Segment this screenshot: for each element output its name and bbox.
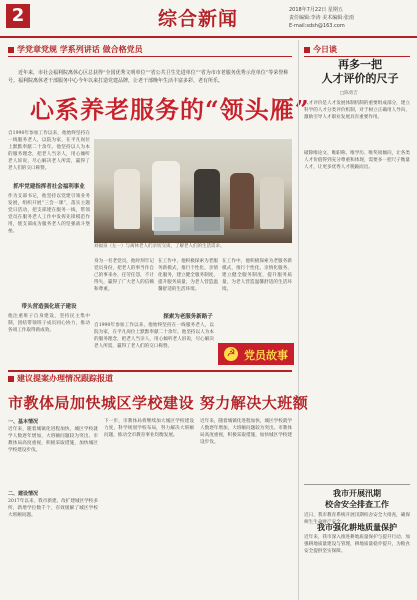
bottom-subhead: 一、基本情况 xyxy=(8,419,39,425)
commentary-title: 再多一把 人才评价的尺子 xyxy=(321,58,399,85)
divider xyxy=(8,370,292,372)
col1-subhead2: 带头营造强化班子建设 xyxy=(21,304,77,310)
square-icon xyxy=(8,47,14,53)
news-body-flood-check: 近日，我市教育系统开展汛期校舍安全大排查，确保师生生命财产安全。 xyxy=(304,513,410,525)
col1-text3: 他注重班子自身建设，坚持民主集中制，团结带领班子成员同心协力，推动各项工作取得新成效。 xyxy=(8,314,90,333)
col2-text: 身为一名老党员，他时刻牢记党员身份，把老人的事当作自己的事来办，任劳任怨，不计得失，赢得了广大老人的信赖和尊重。 xyxy=(94,259,154,292)
square-icon xyxy=(8,376,14,382)
col2b-text: 在工作中，他积极探索为老服务新模式，推行个性化、亲情化服务，建立健全服务制度，提升服务质量，为老人营造温馨舒适的生活环境。 xyxy=(158,259,218,292)
right-column-head xyxy=(304,44,337,55)
bottom-text2: 2017年以来，我市新建、改扩建城区学校多所，新增学位数千个，有效缓解了城区学校大班额问题。 xyxy=(8,499,98,518)
col2-subhead: 探索为老服务新路子 xyxy=(163,314,213,320)
right-column-head-label: 今日谈 xyxy=(313,45,337,54)
bottom-column-head xyxy=(8,373,113,384)
divider xyxy=(304,484,410,485)
bottom-subhead2: 二、建设情况 xyxy=(8,491,39,497)
column-head-label: 学党章党规 学系列讲话 做合格党员 xyxy=(17,45,143,54)
person-figure xyxy=(260,177,284,229)
col2c-text: 自1990年参加工作以来，他始终坚持在一线服务老人，以院为家，在平凡岗位上默默奉献二十余年。他坚持以人为本的服务理念，把老人当亲人，用心倾听老人诉说，尽心解决老人所需，赢得了老人们的交口称赞。 xyxy=(94,323,214,349)
photo-caption: 刘福泉（左一）与离休老人们亲切交谈，了解老人们的生活需求。 xyxy=(94,244,225,249)
lead-paragraph: 近年来，市社会福利院离休心区总获得“全国优秀文明单位”“省公共卫生先进单位”“省为市市老服务优秀示范单位”等荣誉称号。福利院离休老干部服务中心今年以来打造党建品牌，让老干部晚年生活丰富多彩、老有所乐。 xyxy=(8,70,289,84)
bottom-text3: 下一步，市教体局将继续加大城区学校建设力度，科学规划学校布局，努力解决大班额问题，推动全市教育事业均衡发展。 xyxy=(104,419,194,438)
page-number: 2 xyxy=(6,4,30,28)
masthead xyxy=(0,0,417,38)
pub-date: 2018年7月22日 星期五 xyxy=(289,7,343,13)
square-icon xyxy=(304,47,310,53)
pub-editors: 责任编辑:李涛 美术编辑:张雨 xyxy=(289,15,354,21)
news-body-farmland: 近年来，我市深入推进耕地质量保护与提升行动，加强耕地质量建设与管理，耕地质量稳步提升，为粮食安全提供坚实保障。 xyxy=(304,535,410,554)
column-head xyxy=(8,44,143,55)
table xyxy=(154,217,224,235)
bottom-column-head-label: 建议提案办理情况跟踪报道 xyxy=(17,374,113,383)
commentary-body2: 破除唯论文、唯职称、唯学历、唯奖项倾向，让各类人才价值得到充分尊重和体现，需要多一把尺子衡量人才，让更多优秀人才脱颖而出。 xyxy=(304,151,410,170)
party-story-banner xyxy=(218,343,294,365)
section-title: 综合新闻 xyxy=(158,8,239,30)
pub-email: E-mail:sdsh@163.com xyxy=(289,23,345,29)
person-figure xyxy=(230,173,254,229)
story-banner-label: 党员故事 xyxy=(244,349,288,362)
col1-text2: 作为支部书记，他坚持以党建引领业务发展，组织开展“三会一课”，落实主题党日活动，把支部建在服务一线，带领党员在服务老人工作中发挥先锋模范作用，使支部成为服务老人的坚强战斗堡垒。 xyxy=(8,194,90,234)
news-title-flood-check: 我市开展汛期 校舍安全排查工作 xyxy=(325,489,389,509)
news-title-farmland: 我市强化耕地质量保护 xyxy=(317,523,397,532)
col1-text: 自1990年参加工作以来，他始终坚持在一线服务老人，以院为家，在平凡岗位上默默奉献二十余年。他坚持以人为本的服务理念，把老人当亲人，用心倾听老人诉说，尽心解决老人所需，赢得了老人们的交口称赞。 xyxy=(8,131,90,171)
col3-text: 在工作中，他积极探索为老服务新模式，推行个性化、亲情化服务，建立健全服务制度，提升服务质量，为老人营造温馨舒适的生活环境。 xyxy=(222,259,292,292)
main-headline: 心系养老服务的“领头雁” xyxy=(30,95,310,124)
bottom-headline: 市教体局加快城区学校建设 努力解决大班额 xyxy=(8,394,309,412)
party-emblem-icon: ☭ xyxy=(224,347,238,361)
bottom-text1: 近年来，随着城镇化进程加快，城区学校就学人数逐年增加，大班额问题较为突出。市教体局高度重视，积极采取措施，加快城区学校建设步伐。 xyxy=(8,427,98,453)
bottom-text4: 近年来，随着城镇化进程加快，城区学校就学人数逐年增加，大班额问题较为突出。市教体局高度重视，积极采取措施，加快城区学校建设步伐。 xyxy=(200,419,292,445)
col1-subhead: 抓牢党建指挥者社会福利事业 xyxy=(13,184,85,190)
person-figure xyxy=(114,169,140,229)
divider xyxy=(304,56,410,57)
commentary-author: □陈勇吉 xyxy=(340,91,358,96)
commentary-body: 人才评价是人才发展体制机制的重要组成部分，建立科学的人才分类评价机制，对于树立正确用人导向、激励引导人才职业发展具有重要作用。 xyxy=(304,101,410,120)
divider xyxy=(8,56,292,57)
publication-info xyxy=(289,6,409,30)
news-photo xyxy=(94,139,292,243)
